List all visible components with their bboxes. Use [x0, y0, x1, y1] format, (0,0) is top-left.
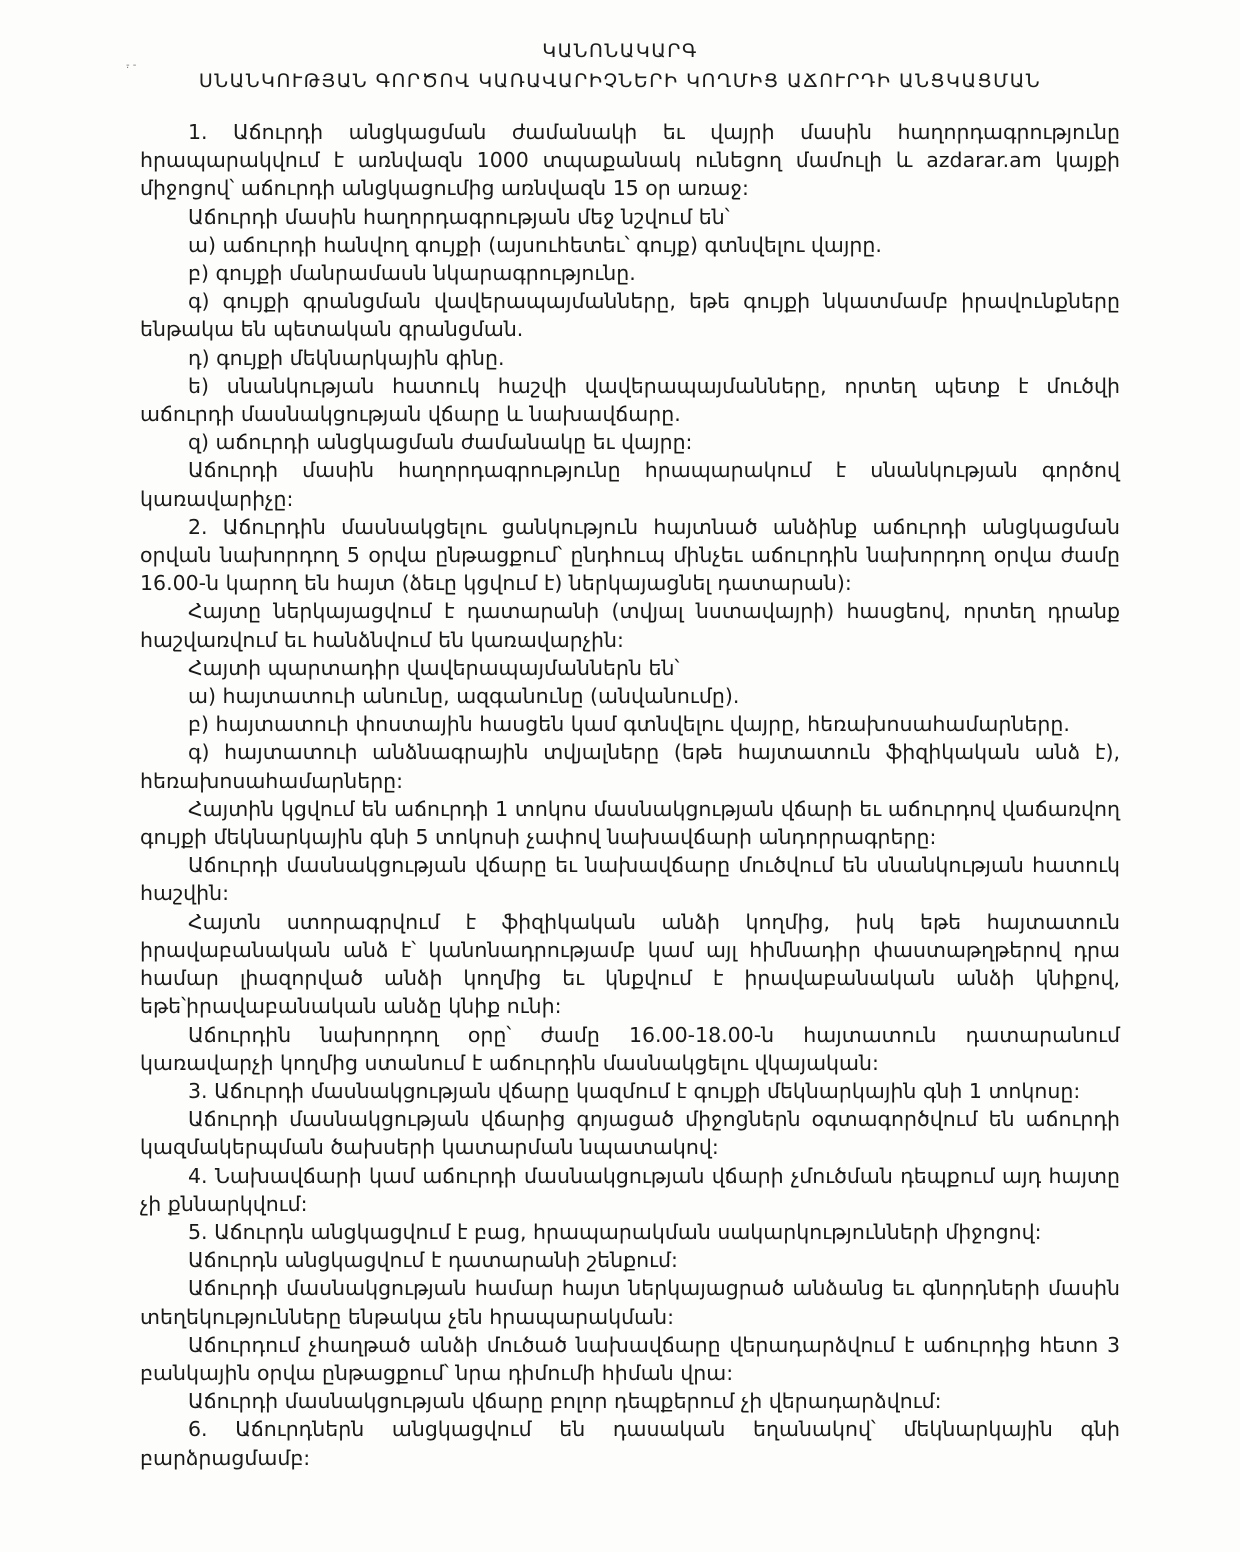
paragraph-23: 5. Աճուրդն անցկացվում է բաց, հրապարակման սակարկությունների միջոցով:: [188, 1219, 1042, 1244]
paragraph-26: Աճուրդում չհաղթած անձի մուծած նախավճարը վերադարձվում է աճուրդից հետո 3 բանկային օրվա ընթացքում՝ նրա դիմումի հիման վրա:: [140, 1332, 1120, 1385]
paragraph-7: ե) սնանկության հատուկ հաշվի վավերապայմանները, որտեղ պետք է մուծվի աճուրդի մասնակցության վճարը և նախավճարը.: [140, 373, 1120, 427]
paragraph-8: զ) աճուրդի անցկացման ժամանակը եւ վայրը:: [188, 430, 693, 455]
paragraph-17: Աճուրդի մասնակցության վճարը եւ նախավճարը մուծվում են սնանկության հատուկ հաշվին:: [140, 853, 1120, 906]
paragraph-21: Աճուրդի մասնակցության վճարից գոյացած միջոցներն օգտագործվում են աճուրդի կազմակերպման ծախսերի կատարման նպատակով:: [140, 1107, 1120, 1160]
paragraph-19: Աճուրդին նախորդող օրը՝ ժամը 16.00-18.00-ն հայտատուն դատարանում կառավարչի կողմից ստանում է աճուրդին մասնակցելու վկայական:: [140, 1022, 1120, 1075]
paragraph-12: Հայտի պարտադիր վավերապայմաններն են՝: [188, 655, 680, 680]
paragraph-18: Հայտն ստորագրվում է ֆիզիկական անձի կողմից, իսկ եթե հայտատուն իրավաբանական անձ է՝ կանոնադրությամբ կամ այլ հիմնադիր փաստաթղթերով դրա համար լիազորված անձի կողմից եւ կնքվում է իրավաբանական անձի կնիքով, եթե՝իրավաբանական անձը կնիք ունի:: [140, 909, 1120, 1019]
paragraph-16: Հայտին կցվում են աճուրդի 1 տոկոս մասնակցության վճարի եւ աճուրդով վաճառվող գույքի մեկնարկային գնի 5 տոկոսի չափով նախավճարի անդորրագրերը:: [140, 796, 1120, 850]
paragraph-28: 6. Աճուրդներն անցկացվում են դասական եղանակով՝ մեկնարկային գնի բարձրացմամբ:: [140, 1417, 1120, 1470]
paragraph-13: ա) հայտատուի անունը, ազգանունը (անվանումը).: [188, 684, 740, 709]
document-subtitle: ՍՆԱՆԿՈՒԹՅԱՆ ԳՈՐԾՈՎ ԿԱՌԱՎԱՐԻՉՆԵՐԻ ԿՈՂՄԻՑ ԱՃՈՒՐԴԻ ԱՆՑԿԱՑՄԱՆ: [198, 70, 1042, 92]
document-title: ԿԱՆՈՆԱԿԱՐԳ: [542, 40, 698, 62]
paragraph-24: Աճուրդն անցկացվում է դատարանի շենքում:: [188, 1248, 678, 1273]
paragraph-1: 1. Աճուրդի անցկացման ժամանակի եւ վայրի մասին հաղորդագրությունը հրապարակվում է առնվազն 1000 տպաքանակ ունեցող մամուլի և azdarar.am կայքի միջոցով՝ աճուրդի անցկացումից առնվազն 15 օր առաջ:: [140, 120, 1120, 201]
paragraph-2: Աճուրդի մասին հաղորդագրության մեջ նշվում են՝: [188, 204, 730, 229]
paragraph-20: 3. Աճուրդի մասնակցության վճարը կազմում է գույքի մեկնարկային գնի 1 տոկոսը:: [188, 1078, 1081, 1103]
paragraph-3: ա) աճուրդի հանվող գույքի (այսուհետեւ՝ գույք) գտնվելու վայրը.: [188, 232, 882, 257]
paragraph-15: գ) հայտատուի անձնագրային տվյալները (եթե հայտատուն ֆիզիկական անձ է), հեռախոսահամարները:: [140, 740, 1120, 793]
document-body: [140, 118, 1120, 1472]
paragraph-6: դ) գույքի մեկնարկային գինը.: [188, 345, 505, 370]
paragraph-4: բ) գույքի մանրամասն նկարագրությունը.: [188, 261, 636, 286]
scan-speck: - - ·: [126, 60, 137, 74]
paragraph-14: բ) հայտատուի փոստային հասցեն կամ գտնվելու վայրը, հեռախոսահամարները.: [188, 712, 1070, 737]
paragraph-9: Աճուրդի մասին հաղորդագրությունը հրապարակում է սնանկության գործով կառավարիչը:: [140, 458, 1120, 511]
paragraph-11: Հայտը ներկայացվում է դատարանի (տվյալ նստավայրի) հասցեով, որտեղ դրանք հաշվառվում եւ հանձնվում են կառավարչին:: [140, 599, 1120, 652]
paragraph-5: գ) գույքի գրանցման վավերապայմանները, եթե գույքի նկատմամբ իրավունքները ենթակա են պետական գրանցման.: [140, 289, 1120, 342]
paragraph-25: Աճուրդի մասնակցության համար հայտ ներկայացրած անձանց եւ գնորդների մասին տեղեկությունները ենթակա չեն հրապարակման:: [140, 1276, 1120, 1329]
paragraph-22: 4. Նախավճարի կամ աճուրդի մասնակցության վճարի չմուծման դեպքում այդ հայտը չի քննարկվում:: [140, 1163, 1120, 1216]
paragraph-10: 2. Աճուրդին մասնակցելու ցանկություն հայտնած անձինք աճուրդի անցկացման օրվան նախորդող 5 օրվա ընթացքում՝ ընդհուպ մինչեւ աճուրդին նախորդող օրվա ժամը 16.00-ն կարող են հայտ (ձեւը կցվում է) ներկայացնել դատարան):: [140, 514, 1120, 596]
paragraph-27: Աճուրդի մասնակցության վճարը բոլոր դեպքերում չի վերադարձվում:: [188, 1389, 942, 1414]
